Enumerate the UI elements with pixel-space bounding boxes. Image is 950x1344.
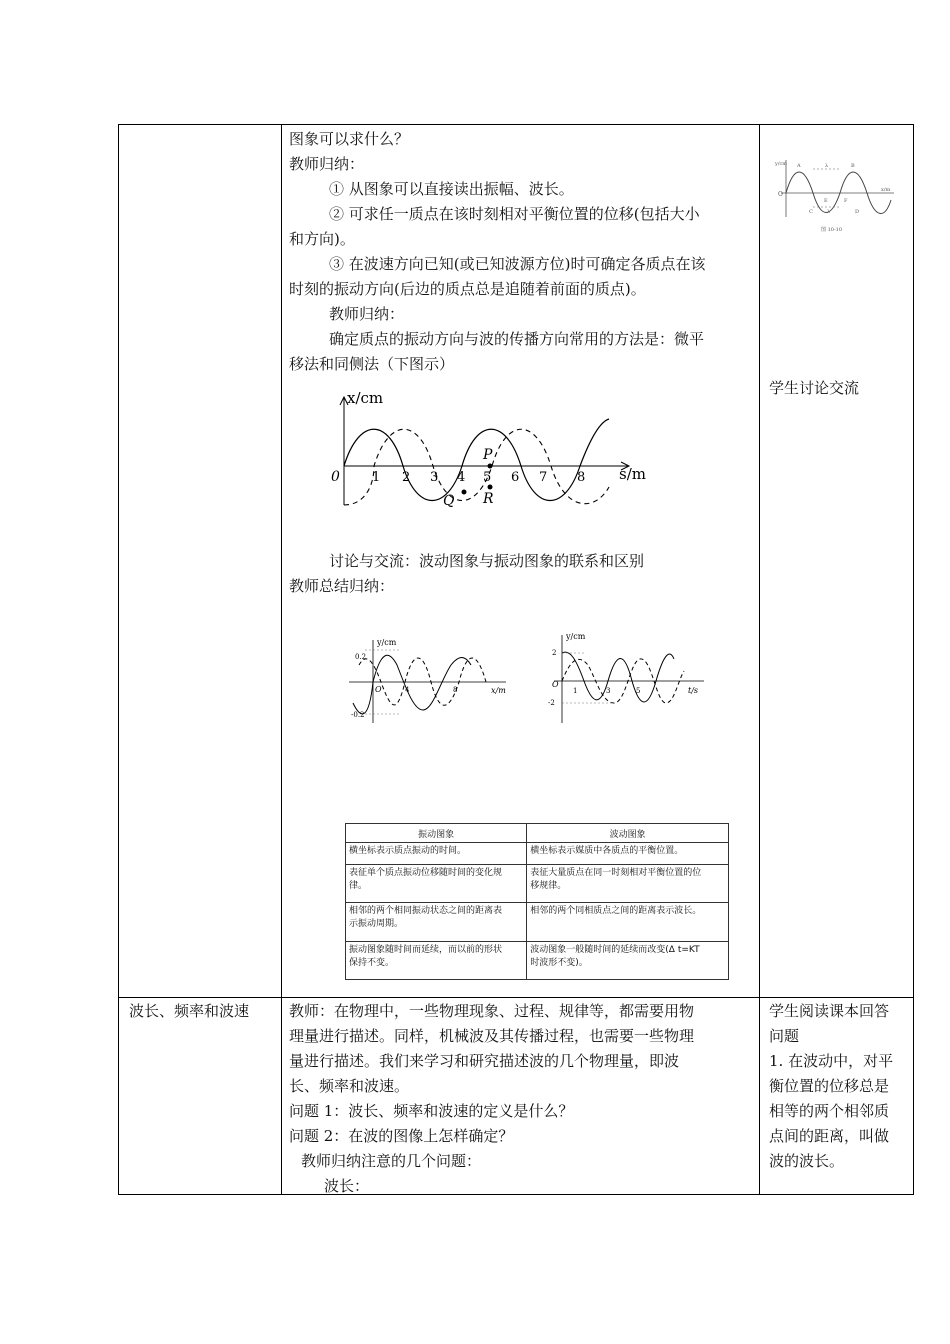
- cell-line: 波动图象一般随时间的延续而改变(Δ t=KT: [530, 944, 700, 955]
- thumb-xlabel: x/m: [881, 187, 891, 193]
- row2-right-line: 相等的两个相邻质: [769, 1102, 890, 1120]
- table-header-row: [346, 824, 729, 843]
- vib-graph-origin: O: [552, 680, 559, 689]
- wave-xlabel: s/m: [619, 465, 646, 483]
- wave-tick: 6: [511, 470, 520, 485]
- wave-tick: 5: [483, 470, 492, 485]
- point-label: Q: [443, 493, 455, 509]
- wave-tick: 8: [577, 470, 586, 485]
- wave-graph-tick: 8: [453, 686, 458, 694]
- table-header: 波动图象: [527, 824, 729, 843]
- vibration-graph: [544, 631, 709, 726]
- thumb-origin: O: [778, 191, 783, 198]
- cell-line: 振动图象随时间而延续，而以前的形状: [349, 944, 503, 955]
- table-row: [346, 843, 729, 865]
- middle-line: ③ 在波速方向已知(或已知波源方位)时可确定各质点在该: [329, 255, 706, 273]
- middle-line: 教师归纳：: [329, 305, 405, 323]
- vib-graph-ybottom: -2: [548, 699, 555, 707]
- row2-middle-line: 量进行描述。我们来学习和研究描述波的几个物理量，即波: [289, 1052, 680, 1070]
- thumb-ylabel: y/cm: [775, 161, 788, 167]
- middle-line: ① 从图象可以直接读出振幅、波长。: [329, 180, 574, 198]
- row2-right-line: 学生阅读课本回答: [769, 1002, 890, 1020]
- vib-graph-ytop: 2: [552, 649, 557, 657]
- point-label: R: [483, 491, 494, 507]
- discussion-line: 讨论与交流：波动图象与振动图象的联系和区别: [329, 552, 645, 570]
- middle-line: ② 可求任一质点在该时刻相对平衡位置的位移(包括大小: [329, 205, 700, 223]
- wave-graph-origin: O: [375, 685, 382, 694]
- cell-line: 相邻的两个同相质点之间的距离表示波长。: [530, 906, 702, 917]
- thumb-label: E: [824, 198, 828, 204]
- vib-graph-tick: 3: [606, 687, 611, 695]
- table-cell: 横坐标表示质点振动的时间。: [346, 843, 527, 865]
- thumb-label: F: [844, 198, 848, 204]
- cell-line: 示振动周期。: [349, 919, 404, 930]
- table-cell: [527, 941, 729, 979]
- wave-graph: [341, 635, 511, 725]
- row2-right-line: 点间的距离，叫做: [769, 1127, 890, 1145]
- column-divider-1: [281, 125, 282, 1194]
- table-cell: [346, 941, 527, 979]
- cell-line: 时波形不变)。: [530, 957, 588, 968]
- cell-line: 保持不变。: [349, 957, 395, 968]
- cell-line: 表征单个质点振动位移随时间的变化规: [349, 868, 503, 879]
- table-header: 振动图象: [346, 824, 527, 843]
- right-note: 学生讨论交流: [769, 379, 860, 397]
- row2-middle-line: 教师：在物理中，一些物理现象、过程、规律等，都需要用物: [289, 1002, 695, 1020]
- wave-tick: 1: [372, 470, 381, 485]
- comparison-table: [345, 823, 729, 980]
- wave-tick: 3: [430, 470, 439, 485]
- thumbnail-wave-figure: [769, 155, 899, 235]
- wave-graph-ytop: 0.2: [355, 653, 367, 661]
- table-cell: [527, 903, 729, 941]
- table-cell: 横坐标表示媒质中各质点的平衡位置。: [527, 843, 729, 865]
- thumb-caption: 图 10-10: [821, 227, 843, 233]
- thumb-label: A: [797, 163, 801, 169]
- cell-line: 表征大量质点在同一时刻相对平衡位置的位: [530, 868, 702, 879]
- table-cell: [527, 865, 729, 903]
- row2-right-line: 衡位置的位移总是: [769, 1077, 890, 1095]
- row2-right-line: 问题: [769, 1027, 800, 1045]
- thumb-label: B: [851, 163, 855, 169]
- table-row: [346, 865, 729, 903]
- cell-line: 移规律。: [530, 881, 567, 892]
- lesson-table: [118, 124, 914, 1195]
- middle-line: 移法和同侧法（下图示）: [289, 355, 455, 373]
- row2-middle-line: 波长：: [324, 1177, 370, 1195]
- vib-graph-tick: 1: [573, 687, 578, 695]
- middle-line: 时刻的振动方向(后边的质点总是追随着前面的质点)。: [289, 280, 646, 298]
- wave-tick: 7: [539, 470, 548, 485]
- middle-line: 和方向)。: [289, 230, 355, 248]
- table-cell: [346, 865, 527, 903]
- row2-middle-line: 理量进行描述。同样，机械波及其传播过程，也需要一些物理: [289, 1027, 695, 1045]
- row2-right-line: 波的波长。: [769, 1152, 845, 1170]
- row2-middle-line: 问题 2：在波的图像上怎样确定？: [289, 1127, 514, 1145]
- thumb-label: λ: [827, 209, 831, 215]
- point-label: P: [483, 447, 493, 463]
- table-row: [346, 941, 729, 979]
- row2-middle-line: 问题 1：波长、频率和波速的定义是什么？: [289, 1102, 574, 1120]
- table-row: [346, 903, 729, 941]
- cell-line: 律。: [349, 881, 368, 892]
- wave-graph-tick: 4: [405, 686, 410, 694]
- row2-left-label: 波长、频率和波速: [129, 1002, 250, 1020]
- row2-right-line: 1. 在波动中，对平: [769, 1052, 894, 1070]
- wave-tick: 4: [457, 470, 466, 485]
- wave-direction-figure: [319, 387, 659, 522]
- wave-origin: 0: [331, 469, 340, 485]
- row2-middle-line: 长、频率和波速。: [289, 1077, 410, 1095]
- middle-line: 确定质点的振动方向与波的传播方向常用的方法是：微平: [329, 330, 705, 348]
- row-divider: [119, 997, 913, 998]
- middle-line: 图象可以求什么？: [289, 130, 410, 148]
- middle-line: 教师归纳：: [289, 155, 365, 173]
- wave-tick: 2: [402, 470, 411, 485]
- thumb-label: C: [809, 209, 813, 215]
- vib-graph-xlabel: t/s: [688, 686, 699, 695]
- thumb-label: D: [855, 209, 860, 215]
- wave-graph-ybottom: -0.2: [351, 711, 365, 719]
- row2-middle-line: 教师归纳注意的几个问题：: [301, 1152, 482, 1170]
- summary-line: 教师总结归纳：: [289, 577, 395, 595]
- column-divider-2: [759, 125, 760, 1194]
- wave-graph-ylabel: y/cm: [377, 638, 397, 647]
- vib-graph-tick: 5: [636, 687, 641, 695]
- wave-graph-xlabel: x/m: [491, 686, 506, 695]
- vib-graph-ylabel: y/cm: [566, 632, 586, 641]
- thumb-label: λ: [825, 163, 829, 169]
- table-cell: [346, 903, 527, 941]
- wave-ylabel: x/cm: [347, 389, 384, 407]
- cell-line: 相邻的两个相同振动状态之间的距离表: [349, 906, 503, 917]
